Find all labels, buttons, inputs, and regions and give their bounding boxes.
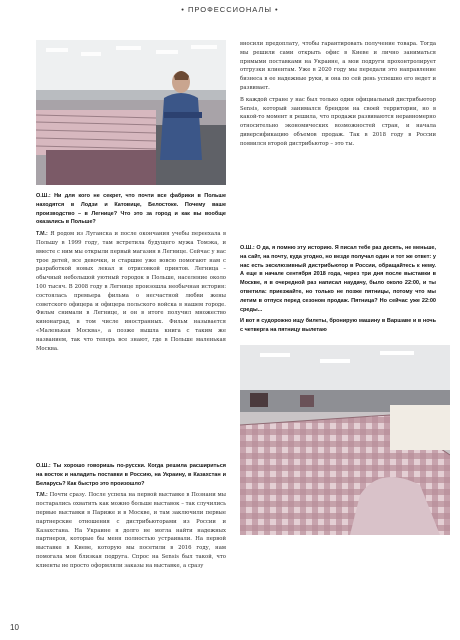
answer-2 — [36, 491, 226, 570]
section-header: • ПРОФЕССИОНАЛЫ • — [181, 5, 279, 14]
answer-2-text: Почти сразу. После успеха на первой выставке в Познани мы постарались охватить как можно больше выставок – так случились первые выставки в Париже и в Москве, и там заключили первые партнерские отношения с дистрибьюторами из России и Казахстана. На Украине я долго не могла найти надежных партнеров, которые бы меня полностью устраивали. На первой выставке в Киеве, которую мы посетили в 2016 году, нам помогала моя близкая подруга. Спрос на Sensis был такой, что клиенты не просто оформляли заказы на выставке, а сразу — [36, 492, 226, 569]
answer-1-text: Я родом из Луганска и после окончания учебы переехала в Польшу в 1999 году, там встретила будущего мужа Томэка, и вместе с ним мы открыли первый магазин в Легнице. Сейчас у нас трое детей, все девочки, и старшие уже вовсю помогают нам с разработкой новых лекал и отрисовкой принтов. Легница – обычный небольшой уютный городок в Польше, население около 100 тысяч. В 2008 году в Легнице произошла необычная история: состоялась премьера фильма о несчастной любви жены советского офицера и офицера польского войска в нашем городе. Фильм снимали в Легнице, и он в итоге получил множество кинонаград, в том числе иностранных. Фильм называется «Маленькая Москва», а позже вышла книга с таким же названием, так что теперь все знают, где в Польше маленькая Москва. — [36, 231, 226, 352]
paragraph-3: О.Ш.: О да, я помню эту историю. Я писал тебе раз десять, не меньше, на сайт, на почту, куда угодно, но везде получал один и тот же ответ: у нас есть эксклюзивный дистрибьютор в России, обращайтесь к нему. А еще в начале сентября 2018 года, через три дня после выставки в Москве, я в очередной раз написал наудачу, было около 22:00, и ты ответила: приезжайте, но только не позже пятницы, потому что мы летим в отпуск перед сезоном продаж. Пятница? Но сейчас уже 22:00 среды... — [240, 245, 436, 313]
factory-worker-photo — [36, 40, 226, 185]
answer-1-speaker: Т.М.: — [36, 231, 48, 238]
answer-1 — [36, 230, 226, 353]
sewing-workshop-photo — [240, 345, 450, 535]
paragraph-4: И вот я судорожно ищу билеты, бронирую машину в Варшаве и в ночь с четверга на пятницу вылетаю — [240, 318, 436, 334]
question-2: О.Ш.: Ты хорошо говоришь по-русски. Когда решила расшириться на восток и наладить поставки в Россию, на Украину, в Казахстан и Беларусь? Как быстро это произошло? — [36, 463, 226, 487]
paragraph-1: вносили предоплату, чтобы гарантировать получение товара. Тогда мы решили сами открыть офис в Киеве и лично заниматься прямыми поставками на Украине, а мои подруги прохонтролирует отгрузки клиентам. Уже в 2020 году мы передали это направление бизнеса в ее надежные руки, и она по сей день успешно его ведет и развивает. — [240, 41, 436, 91]
page-number: 10 — [10, 623, 19, 632]
answer-2-speaker: Т.М.: — [36, 492, 48, 499]
paragraph-2: В каждой стране у нас был только один официальный дистрибьютор Sensis, который занимался брендом на своей территории, но в какой-то момент я решила, что продажи развиваются неравномерно относительно экономических возможностей стран, и начала диверсификацию объемов продаж. Так в 2018 году в России появился второй дистрибьютор – это ты. — [240, 96, 436, 147]
question-1: О.Ш.: Ни для кого не секрет, что почти все фабрики в Польше находятся в Лодзи и Катовице, Белостоке. Почему ваше производство – в Легнице? Что это за город и как вы вообще оказались в Польше? — [36, 193, 226, 226]
